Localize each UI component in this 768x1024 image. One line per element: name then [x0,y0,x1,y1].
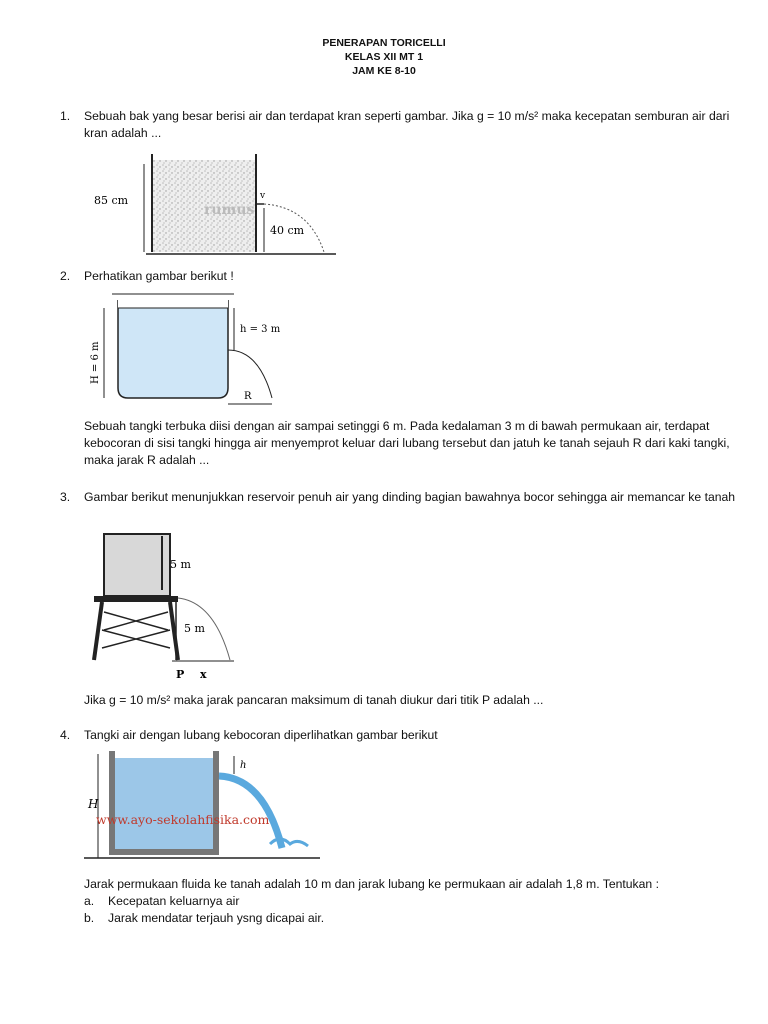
header-title: PENERAPAN TORICELLI [322,37,446,49]
question-2-text: Sebuah tangki terbuka diisi dengan air sampai setinggi 6 m. Pada kedalaman 3 m di bawah permukaan air, terdapat kebocoran di sisi tangki hingga air menyemprot keluar dari lubang tersebut dan jatuh ke tanah sejauh R dari kaki tangki, maka jarak R adalah ... [84,419,730,467]
platform [94,596,178,602]
question-1 [60,108,740,142]
question-number: 4. [60,728,71,742]
header-class: KELAS XII MT 1 [344,51,424,63]
leg-right [170,602,178,660]
label-h: h = 3 m [240,324,281,335]
option-b [84,910,324,927]
label-bottom: 5 m [184,622,205,635]
option-a [84,893,239,910]
option-label: b. [84,911,95,925]
label-x: x [200,668,207,681]
tank [112,754,216,852]
question-number: 1. [60,109,71,123]
reservoir [104,534,170,596]
watermark: www.ayo-sekolahfisika.com [96,812,270,827]
leg-left [94,602,102,660]
question-number: 2. [60,269,71,283]
option-text: Jarak mendatar terjauh ysng dicapai air. [108,911,325,925]
label-P: P [176,668,185,681]
question-2 [60,268,740,285]
q4-figure [84,748,320,866]
label-top: 5 m [170,558,191,571]
question-4-text: Jarak permukaan fluida ke tanah adalah 10 m dan jarak lubang ke permukaan air adalah 1,8 m. Tentukan : [84,877,659,891]
question-4 [60,727,740,744]
air-gap [118,300,228,308]
tank [118,300,228,398]
question-3-text: Jika g = 10 m/s² maka jarak pancaran maksimum di tanah diukur dari titik P adalah ... [84,693,544,707]
label-h: h [240,760,247,771]
question-text: Sebuah bak yang besar berisi air dan terdapat kran seperti gambar. Jika g = 10 m/s² maka kecepatan semburan air dari kran adalah ... [84,109,730,140]
label-H: H [88,797,99,811]
header-session: JAM KE 8-10 [352,65,416,77]
label-R: R [244,391,252,402]
q2-figure [84,290,294,408]
label-H: H = 6 m [90,341,101,384]
q3-figure [84,530,244,690]
splash [270,839,308,846]
label-40cm: 40 cm [270,224,305,237]
page-header [0,36,768,78]
question-intro: Gambar berikut menunjukkan reservoir penuh air yang dinding bagian bawahnya bocor sehingga air memancar ke tanah [84,490,736,504]
question-3 [60,489,740,506]
cross-brace [102,612,170,648]
option-label: a. [84,894,95,908]
label-v: v [260,191,266,201]
question-intro: Perhatikan gambar berikut ! [84,269,234,283]
watermark: rumus [204,202,255,218]
question-intro: Tangki air dengan lubang kebocoran diperlihatkan gambar berikut [84,728,438,742]
question-number: 3. [60,490,71,504]
label-85cm: 85 cm [94,194,129,207]
air-gap [115,750,213,758]
q1-figure [84,152,344,262]
option-text: Kecepatan keluarnya air [108,894,240,908]
